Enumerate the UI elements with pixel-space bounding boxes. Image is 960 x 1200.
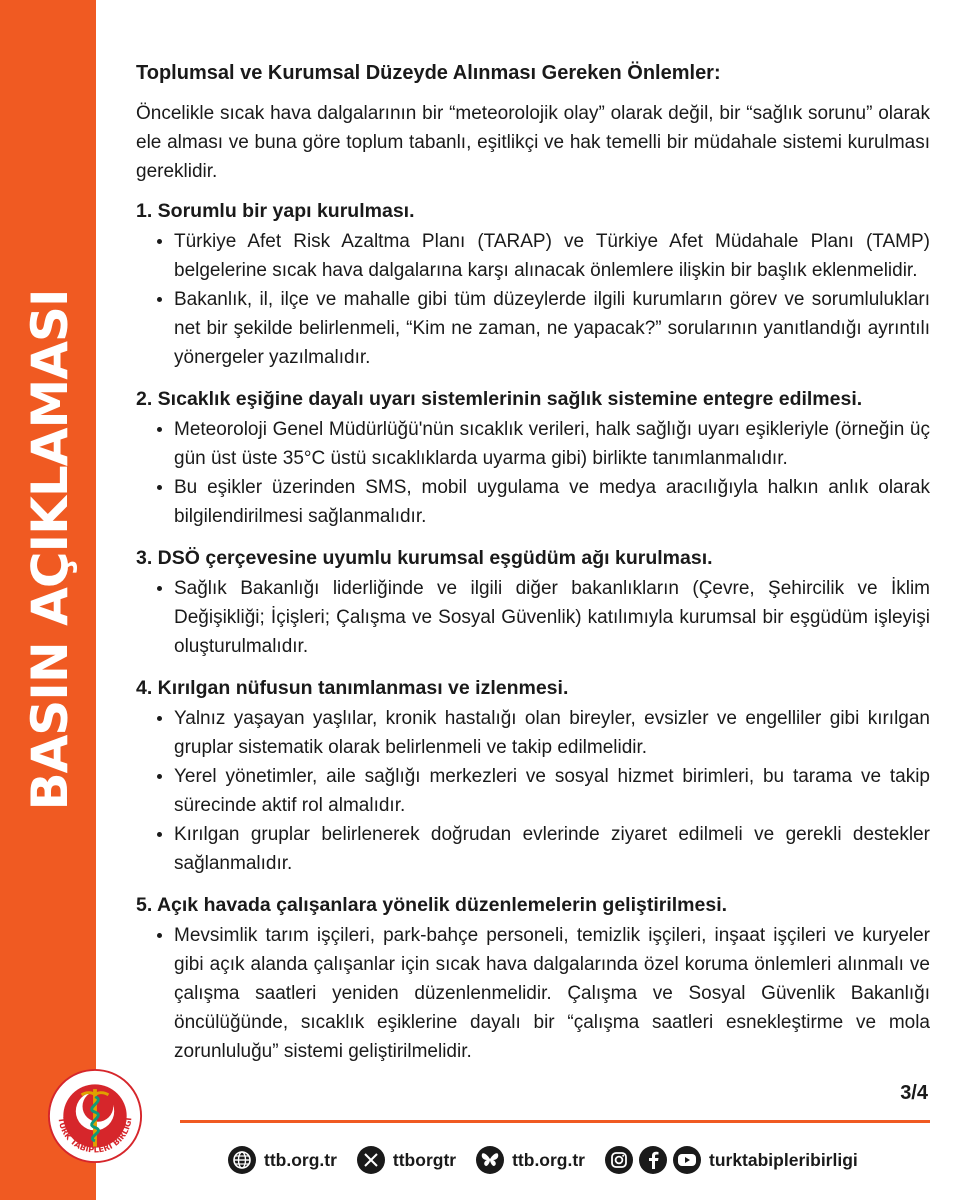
section <box>136 388 930 531</box>
ttb-logo <box>47 1068 143 1164</box>
section-title: 5. Açık havada çalışanlara yönelik düzenlemelerin geliştirilmesi. <box>136 894 728 916</box>
facebook-icon <box>639 1146 667 1174</box>
sidebar-band <box>0 0 96 1200</box>
instagram-icon <box>605 1146 633 1174</box>
section-title: 4. Kırılgan nüfusun tanımlanması ve izlenmesi. <box>136 677 569 699</box>
section-title: 1. Sorumlu bir yapı kurulması. <box>136 200 415 222</box>
section-title: 3. DSÖ çerçevesine uyumlu kurumsal eşgüdüm ağı kurulması. <box>136 547 713 569</box>
bullet-item: Kırılgan gruplar belirlenerek doğrudan evlerinde ziyaret edilmeli ve gerekli destekler sağlanmalıdır. <box>174 820 930 878</box>
globe-icon <box>228 1146 256 1174</box>
bullet-item: Bu eşikler üzerinden SMS, mobil uygulama ve medya aracılığıyla halkın anlık olarak bilgilendirilmesi sağlanmalıdır. <box>174 473 930 531</box>
x-icon <box>357 1146 385 1174</box>
social-handle-link[interactable]: turktabipleribirligi <box>709 1149 858 1170</box>
bullet-list <box>136 415 930 531</box>
press-release-title: BASIN AÇIKLAMASI <box>21 289 79 811</box>
youtube-icon <box>673 1146 701 1174</box>
bullet-item: Yalnız yaşayan yaşlılar, kronik hastalığı olan bireyler, evsizler ve engelliler gibi kırılgan gruplar sistematik olarak belirlenmeli ve takip edilmelidir. <box>174 704 930 762</box>
bullet-item: Yerel yönetimler, aile sağlığı merkezleri ve sosyal hizmet birimleri, bu tarama ve takip sürecinde aktif rol almalıdır. <box>174 762 930 820</box>
footer <box>228 1144 928 1176</box>
section <box>136 200 930 372</box>
x-handle-link[interactable]: ttborgtr <box>392 1149 457 1170</box>
bullet-item: Sağlık Bakanlığı liderliğinde ve ilgili diğer bakanlıkların (Çevre, Şehircilik ve İklim Değişikliği; İçişleri; Çalışma ve Sosyal Güvenlik) katılımıyla kurumsal bir eşgüdüm işleyişi oluşturulmalıdır. <box>174 574 930 661</box>
bullet-list <box>136 574 930 661</box>
section <box>136 677 930 878</box>
bullet-item: Bakanlık, il, ilçe ve mahalle gibi tüm düzeylerde ilgili kurumların görev ve sorumlulukları net bir şekilde belirlenmeli, “Kim ne zaman, ne yapacak?” sorularının yanıtlandığı ayrıntılı yönergeler yazılmalıdır. <box>174 285 930 372</box>
intro-paragraph: Öncelikle sıcak hava dalgalarının bir “meteorolojik olay” olarak değil, bir “sağlık sorunu” olarak ele alması ve buna göre toplum tabanlı, eşitlikçi ve hak temelli bir müdahale sistemi kurulması gereklidir. <box>136 103 930 182</box>
section <box>136 547 930 661</box>
bluesky-icon <box>476 1146 504 1174</box>
section-title: 2. Sıcaklık eşiğine dayalı uyarı sistemlerinin sağlık sistemine entegre edilmesi. <box>136 388 863 410</box>
page-number: 3/4 <box>900 1082 928 1104</box>
bullet-item: Meteoroloji Genel Müdürlüğü'nün sıcaklık verileri, halk sağlığı uyarı eşikleriyle (örneğin üç gün üst üste 35°C üstü sıcaklıklarda uyarma gibi) birlikte tanımlanmalıdır. <box>174 415 930 473</box>
website-link[interactable]: ttb.org.tr <box>264 1149 337 1170</box>
section <box>136 894 930 1066</box>
bullet-list <box>136 921 930 1066</box>
bullet-item: Mevsimlik tarım işçileri, park-bahçe personeli, temizlik işçileri, inşaat işçileri ve kuryeler gibi açık alanda çalışanlar için sıcak hava dalgalarında özel koruma önlemleri alınmalı ve çalışma saatleri yeniden düzenlenmelidir. Çalışma ve Sosyal Güvenlik Bakanlığı öncülüğünde, sıcaklık eşiklerine dayalı bir “çalışma saatleri esnekleştirme ve mola zorunluluğu” sistemi geliştirilmelidir. <box>174 921 930 1066</box>
main-content <box>136 62 930 1082</box>
logo-text: TÜRK TABİPLERİ BİRLİĞİ <box>56 1116 134 1155</box>
bluesky-link[interactable]: ttb.org.tr <box>512 1149 585 1170</box>
footer-divider <box>180 1120 930 1123</box>
bullet-list <box>136 704 930 878</box>
document-heading: Toplumsal ve Kurumsal Düzeyde Alınması Gereken Önlemler: <box>136 62 721 84</box>
bullet-item: Türkiye Afet Risk Azaltma Planı (TARAP) ve Türkiye Afet Müdahale Planı (TAMP) belgelerine sıcak hava dalgalarına karşı alınacak önlemlere ilişkin bir başlık eklenmelidir. <box>174 227 930 285</box>
bullet-list <box>136 227 930 372</box>
